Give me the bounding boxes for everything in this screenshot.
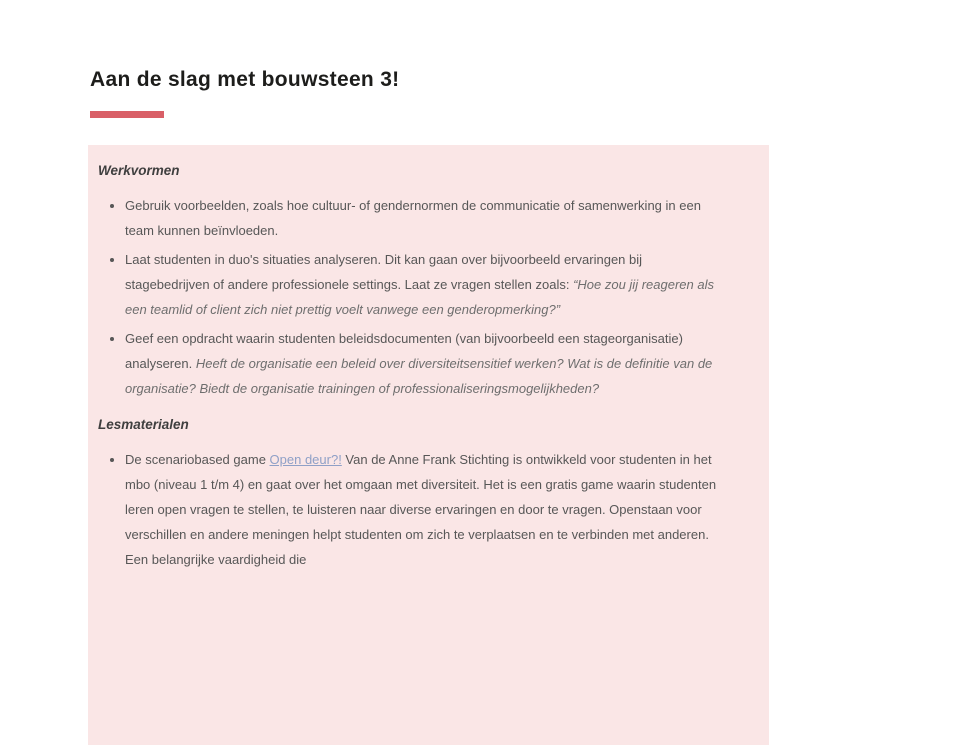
body-text: Laat studenten in duo's situaties analyseren. Dit kan gaan over bijvoorbeeld ervaringen bij stagebedrijven of andere professionele settings. Laat ze vragen stellen zoals:: [125, 252, 643, 292]
content-box: [88, 145, 769, 745]
list-item: [125, 326, 765, 401]
list-item: [125, 193, 765, 243]
bullet-list: [98, 447, 765, 572]
quoted-text: “Hoe zou jij reageren als een teamlid of client zich niet prettig voelt vanwege een genderopmerking?”: [125, 277, 714, 317]
section-heading: Werkvormen: [98, 163, 180, 178]
body-text: Gebruik voorbeelden, zoals hoe cultuur- of gendernormen de communicatie of samenwerking in een team kunnen beïnvloeden.: [125, 198, 701, 238]
list-item: [125, 247, 765, 322]
body-text: Van de Anne Frank Stichting is ontwikkeld voor studenten in het mbo (niveau 1 t/m 4) en gaat over het omgaan met diversiteit. Het is een gratis game waarin studenten leren open vragen te stellen, te luisteren naar diverse ervaringen en door te vragen. Openstaan voor verschillen en andere meningen helpt studenten om zich te verplaatsen en te verbinden met anderen. Een belangrijke vaardigheid die: [125, 452, 717, 567]
section-heading: Lesmaterialen: [98, 417, 189, 432]
bullet-list: [98, 193, 765, 401]
open-deur-link[interactable]: Open deur?!: [269, 452, 342, 467]
heading-accent-bar: [90, 111, 164, 118]
list-item: [125, 447, 765, 572]
body-text: De scenariobased game: [125, 452, 270, 467]
body-text: Geef een opdracht waarin studenten beleidsdocumenten (van bijvoorbeeld een stageorganisatie) analyseren.: [125, 331, 683, 371]
quoted-text: Heeft de organisatie een beleid over diversiteitsensitief werken? Wat is de definitie van de organisatie? Biedt de organisatie trainingen of professionaliseringsmogelijkheden?: [125, 356, 713, 396]
page-title: Aan de slag met bouwsteen 3!: [90, 68, 400, 91]
